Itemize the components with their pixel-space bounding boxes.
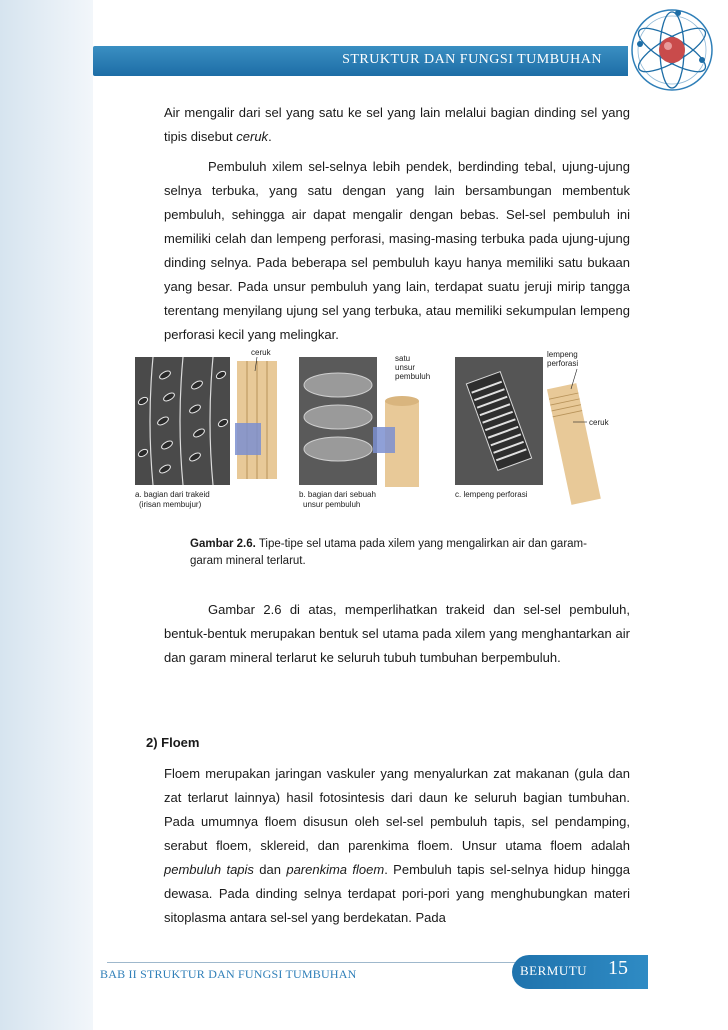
header-banner	[93, 46, 628, 76]
label-ceruk-top: ceruk	[251, 348, 271, 357]
footer-badge-label: BERMUTU	[520, 963, 588, 978]
label-pembuluh: pembuluh	[395, 372, 431, 381]
label-lempeng: lempeng	[547, 350, 578, 359]
paragraph-floem: Floem merupakan jaringan vaskuler yang menyalurkan zat makanan (gula dan zat terlarut lainnya) hasil fotosintesis dari daun ke seluruh bagian tumbuhan. Pada umumnya floem disusun oleh sel-sel pembuluh tapis, sel pendamping, serabut floem, sklereid, dan parenkima floem. Unsur utama floem adalah pembuluh tapis dan parenkima floem. Pembuluh tapis sel-selnya hidup hingga dewasa. Pada dinding selnya terdapat pori-pori yang menghubungkan materi sitoplasma antara sel-sel yang berdekatan. Pada	[164, 766, 630, 925]
paragraph-pembuluh-xilem: Pembuluh xilem sel-selnya lebih pendek, berdinding tebal, ujung-ujung selnya terbuka, yang satu dengan yang lain bersambungan membentuk pembuluh, sehingga air dapat mengalir dengan bebas. Sel-sel pembuluh ini memiliki celah dan lempeng perforasi, masing-masing terbuka pada ujung-ujung dinding selnya. Pada beberapa sel pembuluh kayu hanya memiliki satu bukaan yang besar. Pada unsur pembuluh yang lain, terdapat suatu jeruji mirip tangga terentang menyilang ujung sel yang terbuka, atau memiliki sekumpulan lempeng perforasi kecil yang melingkar.	[164, 159, 630, 342]
caption-label: Gambar 2.6.	[190, 538, 256, 550]
term-parenkima-floem: parenkima floem	[286, 862, 385, 877]
figure-caption	[190, 536, 590, 570]
label-unsur: unsur	[395, 363, 416, 372]
label-a-line2: (irisan membujur)	[139, 500, 202, 509]
header-title: STRUKTUR DAN FUNGSI TUMBUHAN	[342, 52, 602, 67]
label-a-line1: a. bagian dari trakeid	[135, 490, 210, 499]
paragraph-gambar-2-6: Gambar 2.6 di atas, memperlihatkan trakeid dan sel-sel pembuluh, bentuk-bentuk merupakan bentuk sel utama pada xilem yang menghantarkan air dan garam mineral terlarut ke seluruh tubuh tumbuhan berpembuluh.	[164, 602, 630, 665]
section-heading-floem: 2) Floem	[146, 735, 200, 750]
left-margin-band	[0, 0, 93, 1030]
label-perforasi: perforasi	[547, 359, 579, 368]
footer-badge	[512, 955, 648, 989]
label-satu: satu	[395, 354, 411, 363]
label-ceruk-right: ceruk	[589, 418, 609, 427]
caption-text: Tipe-tipe sel utama pada xilem yang mengalirkan air dan garam-garam mineral terlarut.	[190, 538, 587, 567]
label-b-line1: b. bagian dari sebuah	[299, 490, 376, 499]
paragraph-ceruk: Air mengalir dari sel yang satu ke sel yang lain melalui bagian dinding sel yang tipis disebut ceruk.	[164, 105, 630, 144]
page-number: 15	[608, 957, 628, 979]
term-pembuluh-tapis: pembuluh tapis	[164, 862, 254, 877]
label-c: c. lempeng perforasi	[455, 490, 528, 499]
footer-chapter-title: BAB II STRUKTUR DAN FUNGSI TUMBUHAN	[100, 967, 357, 981]
term-ceruk: ceruk	[236, 129, 269, 144]
xylem-cell-types-figure	[133, 345, 629, 525]
footer-divider	[107, 962, 515, 963]
atom-institution-logo-icon	[626, 4, 718, 96]
label-b-line2: unsur pembuluh	[303, 500, 361, 509]
